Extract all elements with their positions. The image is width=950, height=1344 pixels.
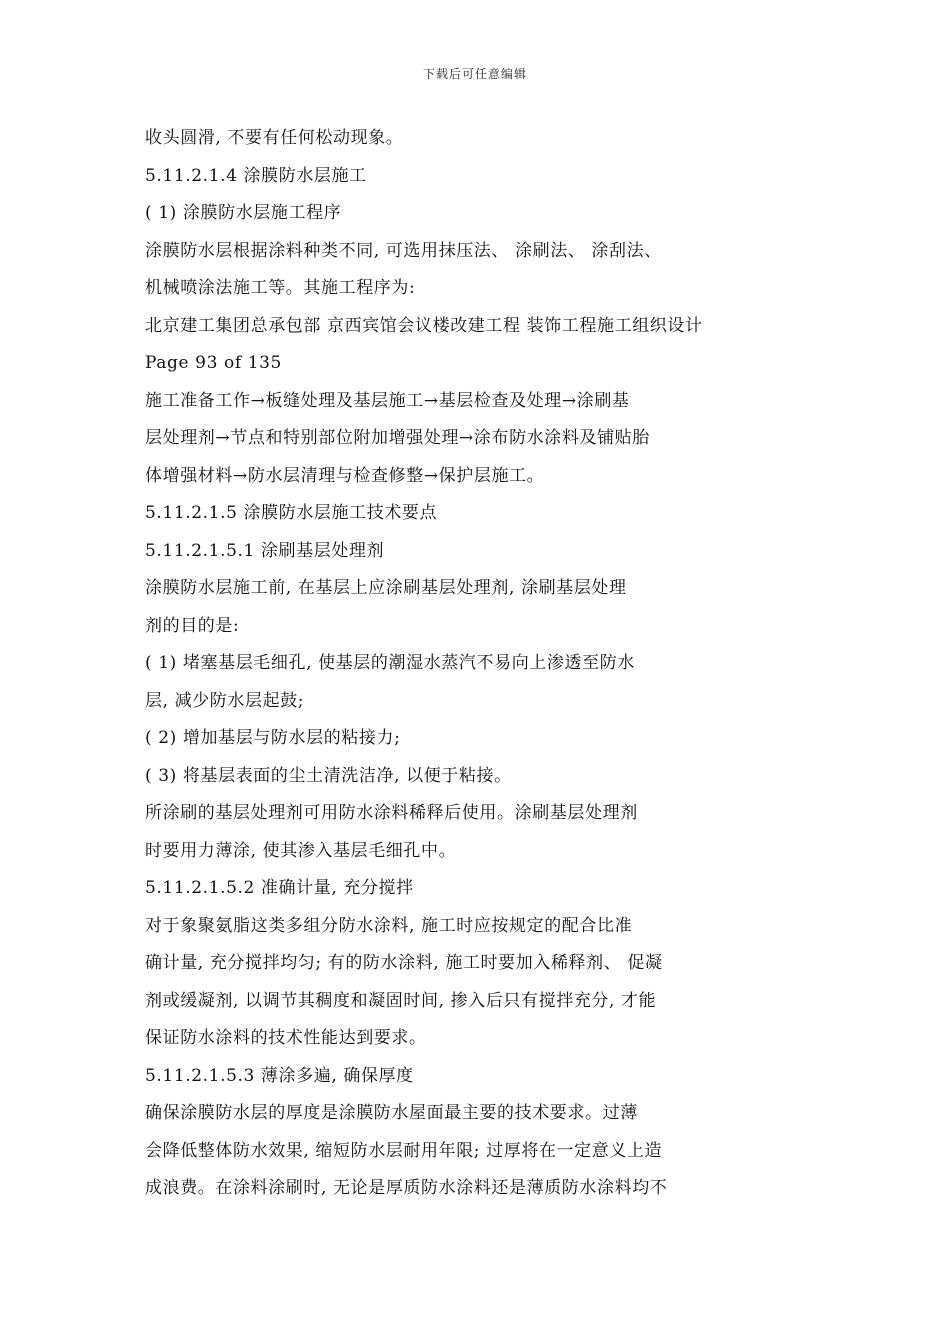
text-line: 收头圆滑, 不要有任何松动现象。 (145, 128, 404, 148)
page-number: Page 93 of 135 (145, 353, 282, 373)
section-heading: 5.11.2.1.4 涂膜防水层施工 (145, 165, 367, 186)
text-line: 涂膜防水层根据涂料种类不同, 可选用抹压法、 涂刷法、 涂刮法、 (145, 240, 662, 261)
text-line: 施工准备工作→板缝处理及基层施工→基层检查及处理→涂刷基 (145, 390, 630, 411)
text-line: 剂或缓凝剂, 以调节其稠度和凝固时间, 掺入后只有搅拌充分, 才能 (145, 990, 657, 1011)
text-line: ( 3) 将基层表面的尘土清洗洁净, 以便于粘接。 (145, 765, 512, 786)
text-line: 对于象聚氨脂这类多组分防水涂料, 施工时应按规定的配合比准 (145, 915, 633, 936)
page-header: 下载后可任意编辑 (422, 67, 527, 81)
text-line: 保证防水涂料的技术性能达到要求。 (145, 1028, 427, 1048)
text-line: ( 1) 堵塞基层毛细孔, 使基层的潮湿水蒸汽不易向上渗透至防水 (145, 653, 635, 673)
running-title: 北京建工集团总承包部 京西宾馆会议楼改建工程 装饰工程施工组织设计 (145, 315, 703, 336)
text-line: ( 2) 增加基层与防水层的粘接力; (145, 728, 401, 748)
text-line: 层, 减少防水层起鼓; (145, 690, 305, 711)
document-body (145, 123, 825, 1211)
text-line: 确保涂膜防水层的厚度是涂膜防水屋面最主要的技术要求。过薄 (145, 1103, 638, 1123)
text-line: 机械喷涂法施工等。其施工程序为: (145, 278, 416, 298)
text-line: 剂的目的是: (145, 615, 240, 636)
text-line: 层处理剂→节点和特别部位附加增强处理→涂布防水涂料及铺贴胎 (145, 428, 650, 448)
text-line: 确计量, 充分搅拌均匀; 有的防水涂料, 施工时要加入稀释剂、 促凝 (145, 953, 663, 973)
text-line: 涂膜防水层施工前, 在基层上应涂刷基层处理剂, 涂刷基层处理 (145, 578, 627, 598)
text-line: 体增强材料→防水层清理与检查修整→保护层施工。 (145, 465, 545, 486)
section-heading: 5.11.2.1.5.2 准确计量, 充分搅拌 (145, 878, 414, 898)
section-heading: 5.11.2.1.5.3 薄涂多遍, 确保厚度 (145, 1065, 414, 1086)
text-line: 时要用力薄涂, 使其渗入基层毛细孔中。 (145, 840, 457, 861)
section-heading: 5.11.2.1.5 涂膜防水层施工技术要点 (145, 503, 438, 523)
text-line: ( 1) 涂膜防水层施工程序 (145, 203, 342, 223)
text-line: 成浪费。在涂料涂刷时, 无论是厚质防水涂料还是薄质防水涂料均不 (145, 1178, 668, 1198)
text-line: 会降低整体防水效果, 缩短防水层耐用年限; 过厚将在一定意义上造 (145, 1140, 663, 1161)
text-line: 所涂刷的基层处理剂可用防水涂料稀释后使用。涂刷基层处理剂 (145, 803, 638, 823)
section-heading: 5.11.2.1.5.1 涂刷基层处理剂 (145, 540, 385, 561)
